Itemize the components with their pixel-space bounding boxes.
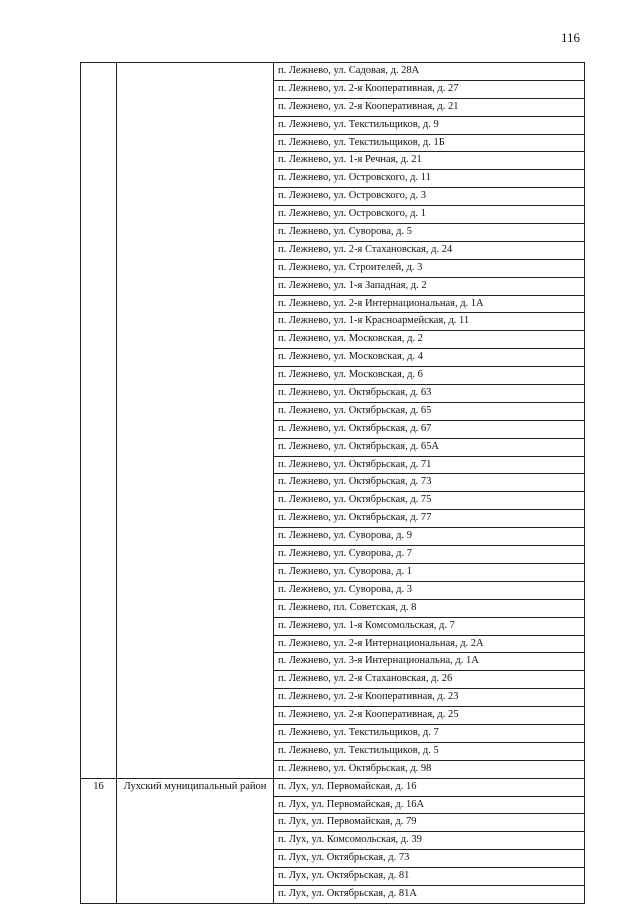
address-cell: п. Лежнево, ул. Островского, д. 11 xyxy=(274,170,585,188)
address-cell: п. Лежнево, ул. Суворова, д. 3 xyxy=(274,581,585,599)
address-table-body xyxy=(81,63,585,904)
address-cell: п. Лежнево, ул. Октябрьская, д. 71 xyxy=(274,456,585,474)
address-cell: п. Лежнево, ул. Строителей, д. 3 xyxy=(274,259,585,277)
address-cell: п. Лежнево, ул. 1-я Западная, д. 2 xyxy=(274,277,585,295)
address-table xyxy=(80,62,585,904)
address-cell: п. Лух, ул. Октябрьская, д. 81 xyxy=(274,868,585,886)
address-cell: п. Лежнево, ул. Текстильщиков, д. 9 xyxy=(274,116,585,134)
address-cell: п. Лежнево, ул. Октябрьская, д. 65А xyxy=(274,438,585,456)
district-cell xyxy=(117,63,274,779)
page-number: 116 xyxy=(560,30,580,45)
address-cell: п. Лежнево, ул. 3-я Интернациональна, д. 1А xyxy=(274,653,585,671)
address-cell: п. Лежнево, ул. Суворова, д. 9 xyxy=(274,528,585,546)
address-cell: п. Лежнево, ул. 2-я Интернациональная, д. 1А xyxy=(274,295,585,313)
address-cell: п. Лух, ул. Первомайская, д. 16 xyxy=(274,778,585,796)
table-row xyxy=(81,778,585,796)
address-cell: п. Лежнево, пл. Советская, д. 8 xyxy=(274,599,585,617)
district-cell: Лухский муниципальный район xyxy=(117,778,274,903)
address-cell: п. Лежнево, ул. Московская, д. 6 xyxy=(274,367,585,385)
address-cell: п. Лежнево, ул. 1-я Комсомольская, д. 7 xyxy=(274,617,585,635)
address-cell: п. Лежнево, ул. Суворова, д. 5 xyxy=(274,224,585,242)
address-cell: п. Лежнево, ул. 2-я Интернациональная, д. 2А xyxy=(274,635,585,653)
address-cell: п. Лежнево, ул. 2-я Стахановская, д. 24 xyxy=(274,241,585,259)
address-cell: п. Лежнево, ул. 2-я Кооперативная, д. 27 xyxy=(274,80,585,98)
address-cell: п. Лежнево, ул. 1-я Речная, д. 21 xyxy=(274,152,585,170)
address-cell: п. Лежнево, ул. 2-я Кооперативная, д. 23 xyxy=(274,689,585,707)
address-cell: п. Лежнево, ул. Московская, д. 4 xyxy=(274,349,585,367)
row-number-cell xyxy=(81,63,117,779)
address-cell: п. Лежнево, ул. Октябрьская, д. 77 xyxy=(274,510,585,528)
address-cell: п. Лежнево, ул. Текстильщиков, д. 1Б xyxy=(274,134,585,152)
address-cell: п. Лежнево, ул. Октябрьская, д. 98 xyxy=(274,760,585,778)
address-cell: п. Лежнево, ул. Октябрьская, д. 65 xyxy=(274,402,585,420)
table-row xyxy=(81,63,585,81)
address-cell: п. Лежнево, ул. Московская, д. 2 xyxy=(274,331,585,349)
address-cell: п. Лух, ул. Первомайская, д. 79 xyxy=(274,814,585,832)
address-cell: п. Лежнево, ул. Текстильщиков, д. 5 xyxy=(274,742,585,760)
address-cell: п. Лух, ул. Октябрьская, д. 73 xyxy=(274,850,585,868)
address-cell: п. Лежнево, ул. 2-я Кооперативная, д. 25 xyxy=(274,707,585,725)
address-cell: п. Лежнево, ул. Островского, д. 1 xyxy=(274,206,585,224)
address-cell: п. Лежнево, ул. Суворова, д. 1 xyxy=(274,563,585,581)
address-cell: п. Лежнево, ул. Садовая, д. 28А xyxy=(274,63,585,81)
address-cell: п. Лежнево, ул. Островского, д. 3 xyxy=(274,188,585,206)
address-cell: п. Лежнево, ул. 1-я Красноармейская, д. 11 xyxy=(274,313,585,331)
address-cell: п. Лежнево, ул. 2-я Стахановская, д. 26 xyxy=(274,671,585,689)
address-cell: п. Лух, ул. Комсомольская, д. 39 xyxy=(274,832,585,850)
address-cell: п. Лежнево, ул. Октябрьская, д. 75 xyxy=(274,492,585,510)
address-cell: п. Лежнево, ул. Текстильщиков, д. 7 xyxy=(274,724,585,742)
address-cell: п. Лух, ул. Октябрьская, д. 81А xyxy=(274,885,585,903)
address-cell: п. Лежнево, ул. Октябрьская, д. 73 xyxy=(274,474,585,492)
address-cell: п. Лух, ул. Первомайская, д. 16А xyxy=(274,796,585,814)
address-cell: п. Лежнево, ул. Суворова, д. 7 xyxy=(274,546,585,564)
address-cell: п. Лежнево, ул. Октябрьская, д. 67 xyxy=(274,420,585,438)
address-cell: п. Лежнево, ул. 2-я Кооперативная, д. 21 xyxy=(274,98,585,116)
address-cell: п. Лежнево, ул. Октябрьская, д. 63 xyxy=(274,385,585,403)
row-number-cell: 16 xyxy=(81,778,117,903)
